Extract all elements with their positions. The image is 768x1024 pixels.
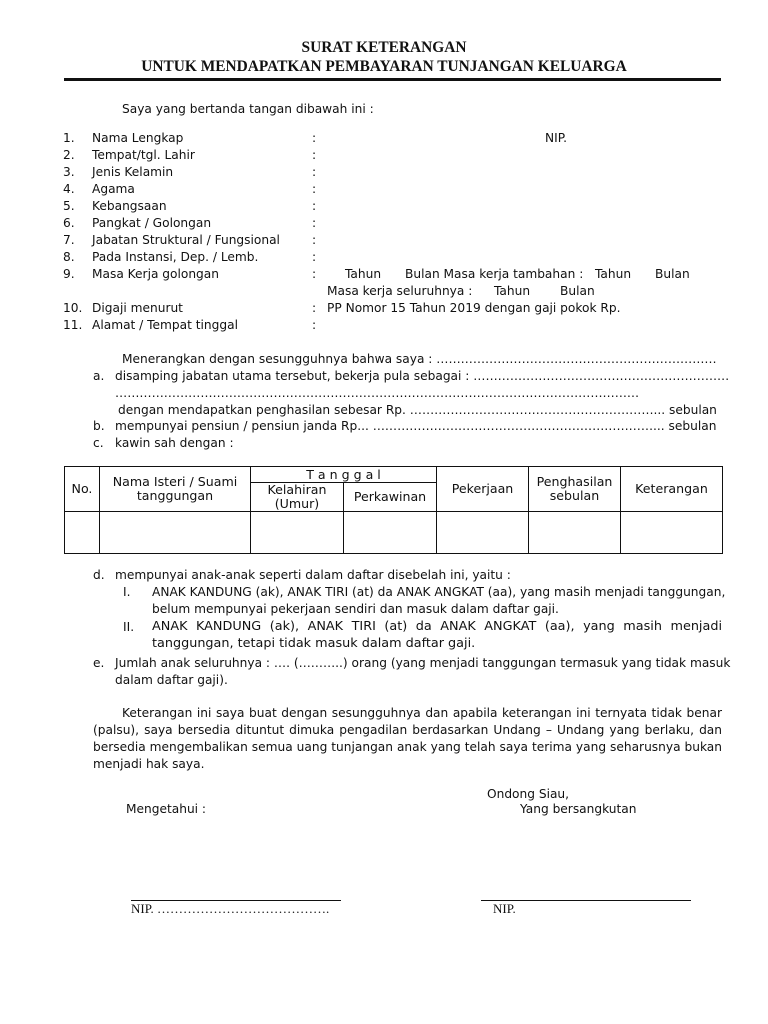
- table-cell: [251, 512, 344, 554]
- field-label-pangkat: Pangkat / Golongan: [92, 216, 212, 230]
- spouse-table: [64, 466, 723, 554]
- field-colon: :: [312, 182, 317, 196]
- field-number: 4.: [63, 182, 75, 196]
- item-letter: e.: [93, 656, 105, 670]
- closing-line1: Keterangan ini saya buat dengan sesungguhnya dan apabila keterangan ini ternyata tidak benar: [122, 706, 722, 720]
- field-colon: :: [312, 318, 317, 332]
- field-label-alamat: Alamat / Tempat tinggal: [92, 318, 238, 332]
- item-a-line1: disamping jabatan utama tersebut, bekerja pula sebagai : ………………………………………………………: [115, 369, 730, 383]
- item-e-line1: Jumlah anak seluruhnya : …. (………..) orang (yang menjadi tanggungan termasuk yang tidak masuk: [115, 656, 731, 670]
- document-subtitle: UNTUK MENDAPATKAN PEMBAYARAN TUNJANGAN KELUARGA: [141, 58, 627, 75]
- field-label-masa-kerja: Masa Kerja golongan: [92, 267, 219, 281]
- field-number: 9.: [63, 267, 75, 281]
- field-label-jenis-kelamin: Jenis Kelamin: [92, 165, 174, 179]
- field-colon: :: [312, 148, 317, 162]
- item-d-text: mempunyai anak-anak seperti dalam daftar disebelah ini, yaitu :: [115, 568, 511, 582]
- table-cell: [65, 512, 100, 554]
- closing-line2: (palsu), saya bersedia dituntut dimuka pengadilan berdasarkan Undang – Undang yang berlaku, dan: [93, 723, 722, 737]
- masa-kerja-seluruh-bulan: Bulan: [560, 284, 595, 298]
- field-colon: :: [312, 267, 317, 281]
- field-label-digaji: Digaji menurut: [92, 301, 183, 315]
- field-number: 6.: [63, 216, 75, 230]
- table-cell: [344, 512, 437, 554]
- item-letter: a.: [93, 369, 105, 383]
- item-e-line2: dalam daftar gaji).: [115, 673, 228, 687]
- nip-label: NIP.: [545, 131, 568, 145]
- field-label-instansi: Pada Instansi, Dep. / Lemb.: [92, 250, 259, 264]
- item-c-text: kawin sah dengan :: [115, 436, 234, 450]
- menerangkan-text: Menerangkan dengan sesungguhnya bahwa saya : ……………………………………………………………: [122, 352, 717, 366]
- item-b-text: mempunyai pensiun / pensiun janda Rp... ……………………………………………………………... sebulan: [115, 419, 717, 433]
- intro-text: Saya yang bertanda tangan dibawah ini :: [122, 102, 374, 116]
- subitem-ii-line2: tanggungan, tetapi tidak masuk dalam daftar gaji.: [152, 636, 476, 651]
- field-colon: :: [312, 250, 317, 264]
- field-colon: :: [312, 301, 317, 315]
- masa-kerja-tahun: Tahun: [345, 267, 382, 281]
- item-letter: b.: [93, 419, 105, 433]
- header-divider: [64, 78, 721, 81]
- field-number: 11.: [63, 318, 83, 332]
- field-number: 3.: [63, 165, 75, 179]
- col-header-tanggal: T a n g g a l: [251, 467, 437, 483]
- col-header-nama: Nama Isteri / Suami tanggungan: [100, 467, 251, 512]
- table-cell: [621, 512, 723, 554]
- digaji-value: PP Nomor 15 Tahun 2019 dengan gaji pokok Rp.: [327, 301, 621, 315]
- subitem-i-line2: belum mempunyai pekerjaan sendiri dan masuk dalam daftar gaji.: [152, 602, 559, 616]
- field-label-jabatan: Jabatan Struktural / Fungsional: [92, 233, 280, 247]
- col-header-no: No.: [65, 467, 100, 512]
- field-number: 1.: [63, 131, 75, 145]
- field-colon: :: [312, 199, 317, 213]
- subitem-number: II.: [123, 620, 135, 634]
- masa-kerja-seluruhnya: Masa kerja seluruhnya :: [327, 284, 473, 298]
- field-number: 8.: [63, 250, 75, 264]
- field-colon: :: [312, 216, 317, 230]
- signature-nip-left: NIP. ………………………………….: [131, 901, 330, 916]
- field-number: 7.: [63, 233, 75, 247]
- closing-line3: bersedia mengembalikan semua uang tunjangan anak yang telah saya terima yang seharusnya bukan: [93, 740, 722, 754]
- subitem-ii-line1: ANAK KANDUNG (ak), ANAK TIRI (at) da ANAK ANGKAT (aa), yang masih menjadi: [152, 619, 722, 634]
- field-number: 2.: [63, 148, 75, 162]
- subitem-number: I.: [123, 585, 131, 599]
- item-a-line2: …………………………………………………………………………………………………………………: [115, 386, 640, 400]
- col-header-penghasilan: Penghasilan sebulan: [529, 467, 621, 512]
- document-title: SURAT KETERANGAN: [301, 39, 467, 56]
- table-cell: [529, 512, 621, 554]
- field-number: 5.: [63, 199, 75, 213]
- field-number: 10.: [63, 301, 83, 315]
- table-cell: [100, 512, 251, 554]
- item-letter: d.: [93, 568, 105, 582]
- masa-kerja-tambahan-tahun: Tahun: [595, 267, 632, 281]
- masa-kerja-tambahan-bulan: Bulan: [655, 267, 690, 281]
- table-cell: [437, 512, 529, 554]
- signature-mengetahui: Mengetahui :: [126, 802, 207, 816]
- field-label-nama: Nama Lengkap: [92, 131, 184, 145]
- table-row: [65, 512, 723, 554]
- signature-place: Ondong Siau,: [487, 787, 570, 801]
- col-header-perkawinan: Perkawinan: [344, 483, 437, 512]
- field-label-agama: Agama: [92, 182, 135, 196]
- field-label-tempat-lahir: Tempat/tgl. Lahir: [92, 148, 195, 162]
- subitem-i-line1: ANAK KANDUNG (ak), ANAK TIRI (at) da ANAK ANGKAT (aa), yang masih menjadi tanggungan,: [152, 585, 726, 599]
- signature-nip-right: NIP.: [493, 901, 516, 916]
- masa-kerja-bulan-tambahan: Bulan Masa kerja tambahan :: [405, 267, 584, 281]
- item-letter: c.: [93, 436, 104, 450]
- field-colon: :: [312, 233, 317, 247]
- field-label-kebangsaan: Kebangsaan: [92, 199, 167, 213]
- masa-kerja-seluruh-tahun: Tahun: [494, 284, 531, 298]
- field-colon: :: [312, 165, 317, 179]
- col-header-pekerjaan: Pekerjaan: [437, 467, 529, 512]
- col-header-kelahiran: Kelahiran (Umur): [251, 483, 344, 512]
- col-header-keterangan: Keterangan: [621, 467, 723, 512]
- item-a-line3: dengan mendapatkan penghasilan sebesar Rp. ……………………………………………………... sebulan: [118, 403, 717, 417]
- closing-line4: menjadi hak saya.: [93, 757, 205, 771]
- signature-bersangkutan: Yang bersangkutan: [520, 802, 637, 816]
- field-colon: :: [312, 131, 317, 145]
